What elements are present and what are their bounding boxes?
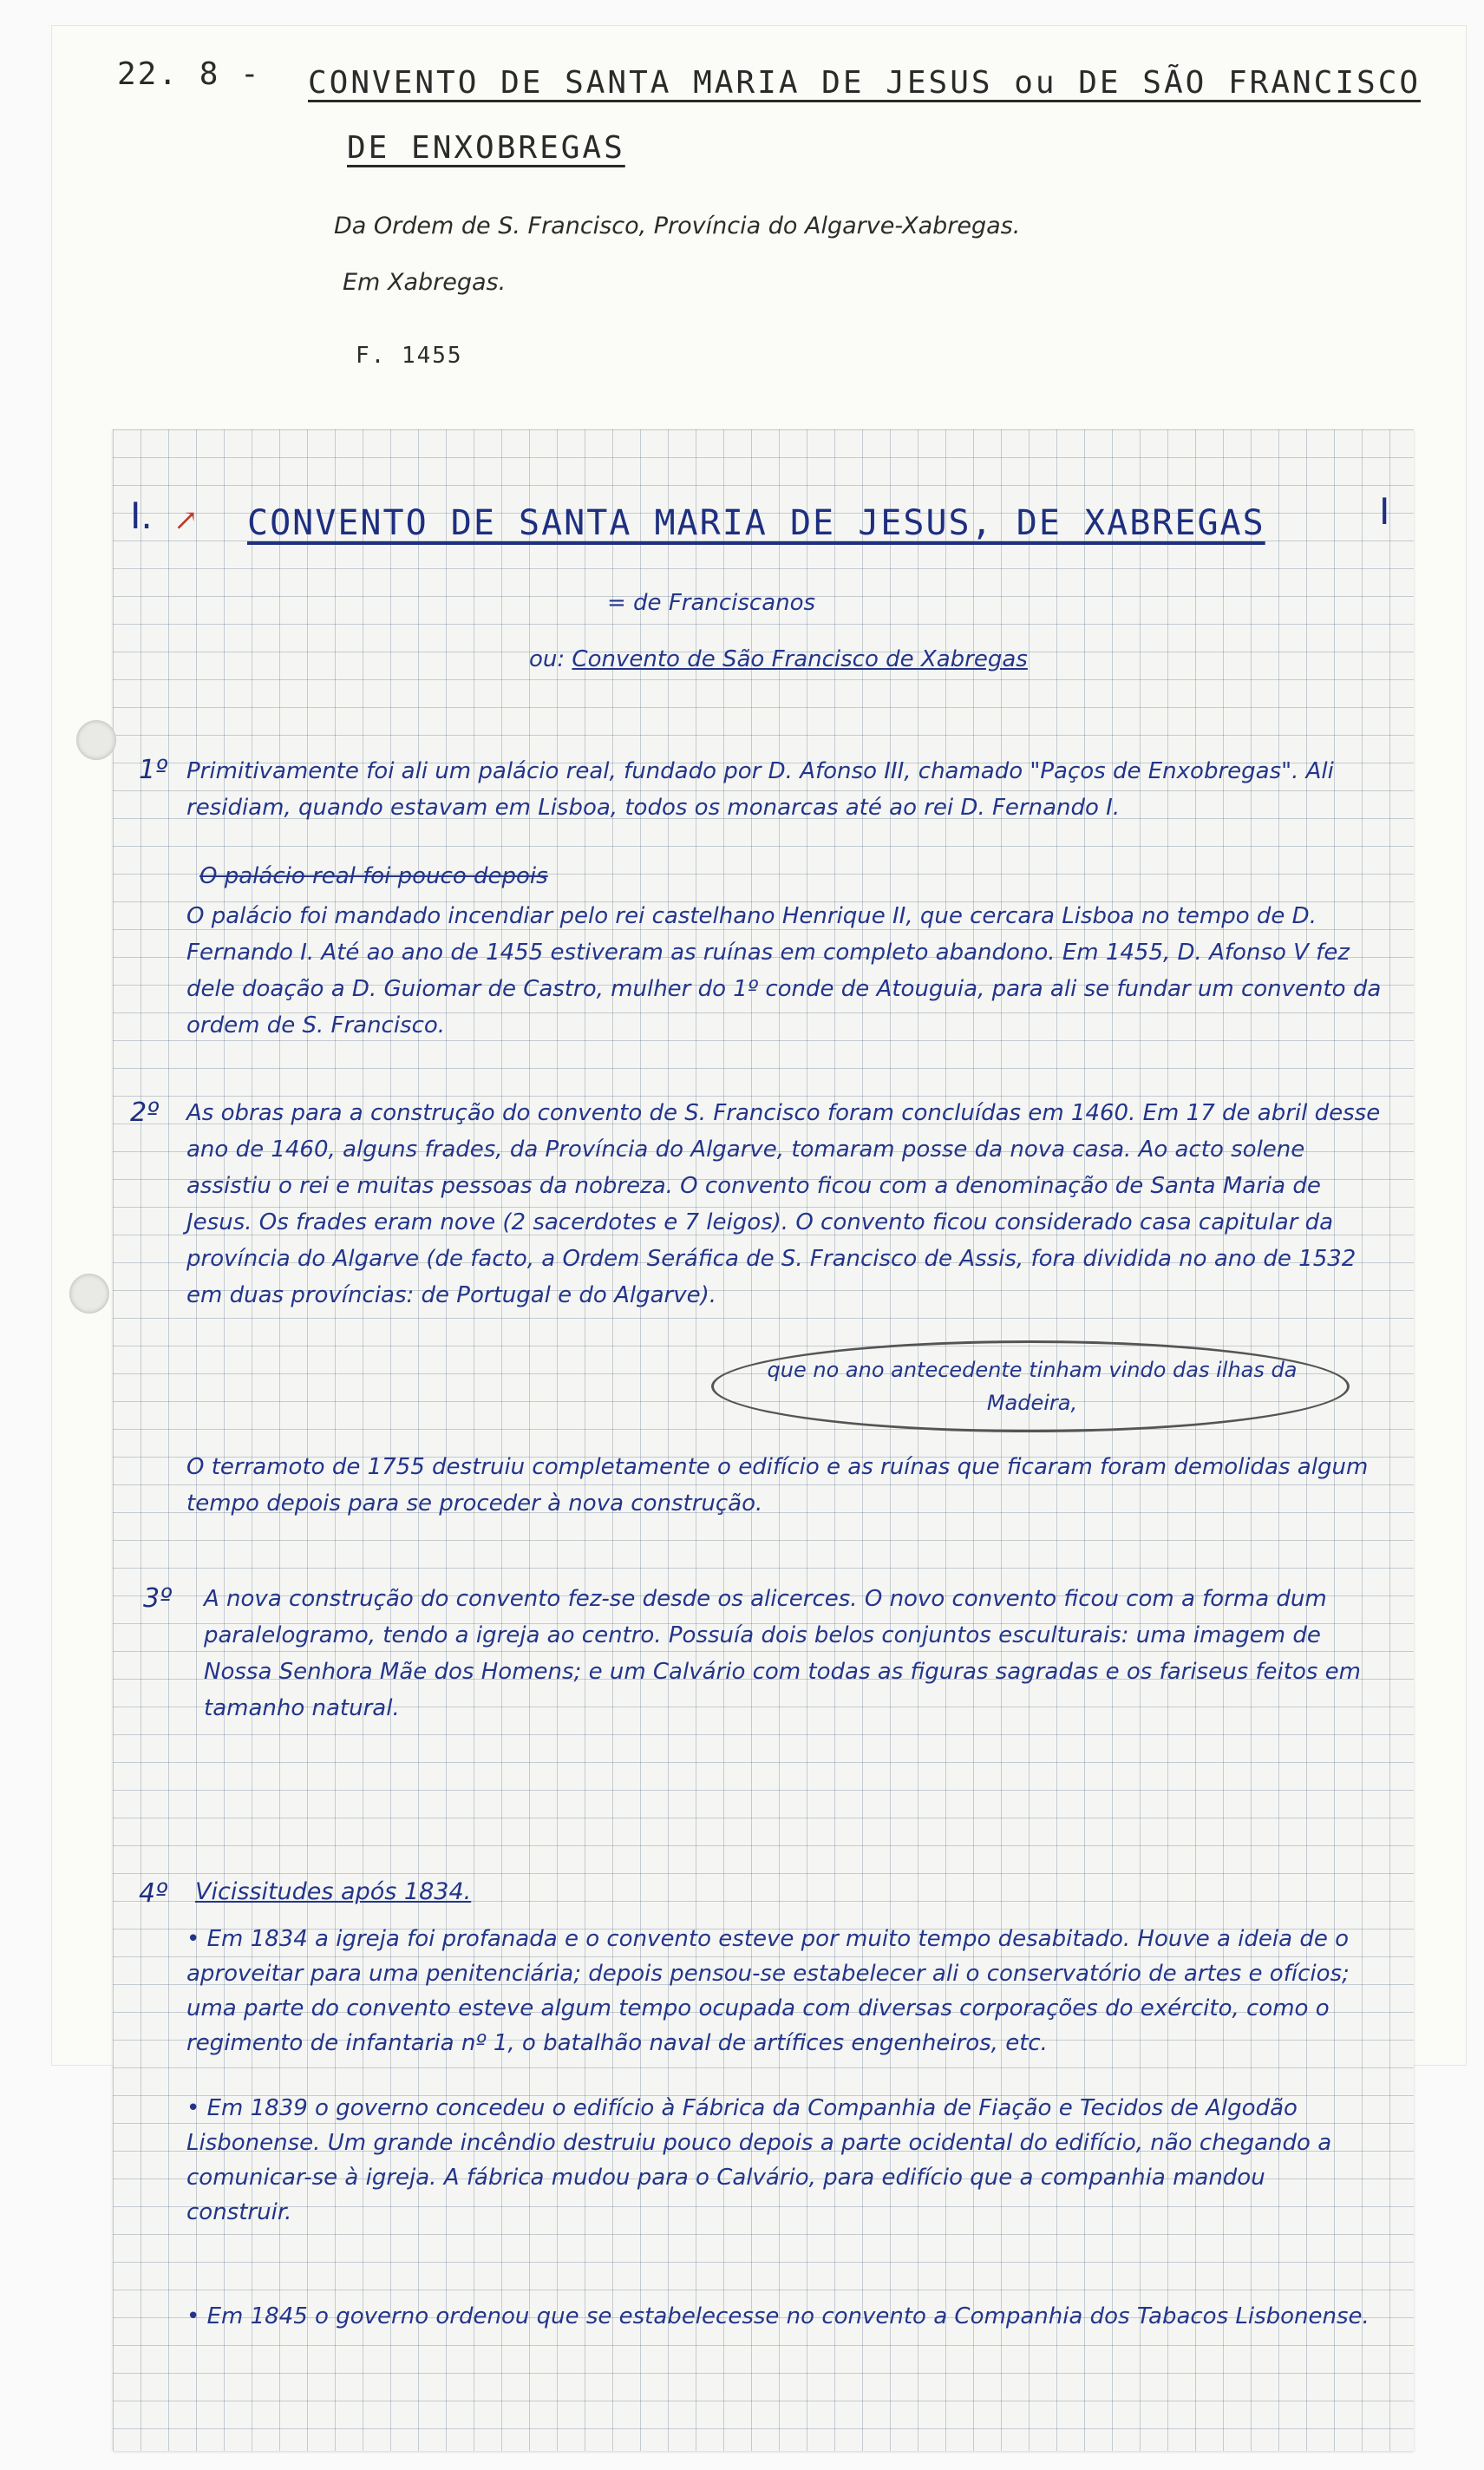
subtitle-alt-main: Convento de São Francisco de Xabregas [572,646,1028,672]
punch-hole [76,720,116,760]
insertion-text: que no ano antecedente tinham vindo das ilhas da Madeira, [767,1358,1298,1415]
subtitle-alt-name [529,646,1028,672]
bullet-text: Em 1834 a igreja foi profanada e o convento esteve por muito tempo desabitado. Houve a ideia de o aproveitar para uma penitenciária; depois pensou-se estabelecer ali o conservatório de artes e ofícios; uma parte do convento esteve algum tempo ocupada com diversas corporações do exército, como o regimento de infantaria nº 1, o batalhão naval de artífices engenheiros, etc. [186,1926,1350,2056]
arrow-icon: ↗ [173,503,199,538]
card-number: 22. 8 - [117,56,261,92]
bullet-item: • Em 1845 o governo ordenou que se estabelecesse no convento a Companhia dos Tabacos Lisbonense. [186,2303,1370,2329]
bullet-item: • Em 1834 a igreja foi profanada e o convento esteve por muito tempo desabitado. Houve a ideia de o aproveitar para uma penitenciária; depois pensou-se estabelecer ali o conservatório de artes e ofícios; uma parte do convento esteve algum tempo ocupada com diversas corporações do exército, como o regimento de infantaria nº 1, o batalhão naval de artífices engenheiros, etc. [186,1926,1350,2056]
card-title-line2: DE ENXOBREGAS [347,130,625,166]
card-title: CONVENTO DE SANTA MARIA DE JESUS ou DE SÃO FRANCISCO [308,65,1422,101]
section-paragraph: O terramoto de 1755 destruiu completamente o edifício e as ruínas que ficaram foram demolidas algum tempo depois para se proceder à nova construção. [186,1454,1369,1517]
subtitle-prefix: ou: [529,646,565,672]
section-marker-left: I. [130,495,153,537]
section-number: 3º [143,1583,173,1614]
bullet-text: Em 1839 o governo concedeu o edifício à Fábrica da Companhia de Fiação e Tecidos de Algodão Lisbonense. Um grande incêndio destruiu pouco depois a parte ocidental do edifício, não chegando a comunicar-se à igreja. A fábrica mudou para o Calvário, para edifício que a companhia mandou construir. [186,2095,1332,2225]
card-place: Em Xabregas. [343,269,507,296]
section-paragraph: Primitivamente foi ali um palácio real, fundado por D. Afonso III, chamado "Paços de Enxobregas". Ali residiam, quando estavam em Lisboa, todos os monarcas até ao rei D. Fernando I. [186,758,1334,821]
section-marker-right: I [1379,490,1390,533]
card-order: Da Ordem de S. Francisco, Província do Algarve-Xabregas. [334,213,1021,239]
punch-hole [69,1274,109,1314]
struck-text: O palácio real foi pouco depois [199,863,548,889]
section-number: 1º [139,755,168,785]
subtitle-franciscans: = de Franciscanos [607,590,816,616]
section-paragraph: As obras para a construção do convento de S. Francisco foram concluídas em 1460. Em 17 de abril desse ano de 1460, alguns frades, da Província do Algarve, tomaram posse da nova casa. Ao acto solene assistiu o rei e muitas pessoas da nobreza. O convento ficou com a denominação de Santa Maria de Jesus. Os frades eram nove (2 sacerdotes e 7 leigos). O convento ficou considerado casa capitular da província do Algarve (de facto, a Ordem Seráfica de S. Francisco de Assis, fora dividida no ano de 1532 em duas províncias: de Portugal e do Algarve). [186,1100,1381,1308]
section-number: 2º [130,1097,160,1128]
sheet-title: CONVENTO DE SANTA MARIA DE JESUS, DE XABREGAS [247,503,1265,543]
section-number: 4º [139,1878,168,1909]
bullet-item: • Em 1839 o governo concedeu o edifício à Fábrica da Companhia de Fiação e Tecidos de Algodão Lisbonense. Um grande incêndio destruiu pouco depois a parte ocidental do edifício, não chegando a comunicar-se à igreja. A fábrica mudou para o Calvário, para edifício que a companhia mandou construir. [186,2095,1332,2225]
section-paragraph: A nova construção do convento fez-se desde os alicerces. O novo convento ficou com a forma dum paralelogramo, tendo a igreja ao centro. Possuía dois belos conjuntos esculturais: uma imagem de Nossa Senhora Mãe dos Homens; e um Calvário com todas as figuras sagradas e os fariseus feitos em tamanho natural. [204,1586,1361,1721]
bullet-text: Em 1845 o governo ordenou que se estabelecesse no convento a Companhia dos Tabacos Lisbonense. [206,2303,1370,2329]
section-paragraph: O palácio foi mandado incendiar pelo rei castelhano Henrique II, que cercara Lisboa no tempo de D. Fernando I. Até ao ano de 1455 estiveram as ruínas em completo abandono. Em 1455, D. Afonso V fez dele doação a D. Guiomar de Castro, mulher do 1º conde de Atouguia, para ali se fundar um convento da ordem de S. Francisco. [186,903,1382,1038]
card-founded: F. 1455 [356,343,463,369]
section-title: Vicissitudes após 1834. [195,1878,472,1905]
